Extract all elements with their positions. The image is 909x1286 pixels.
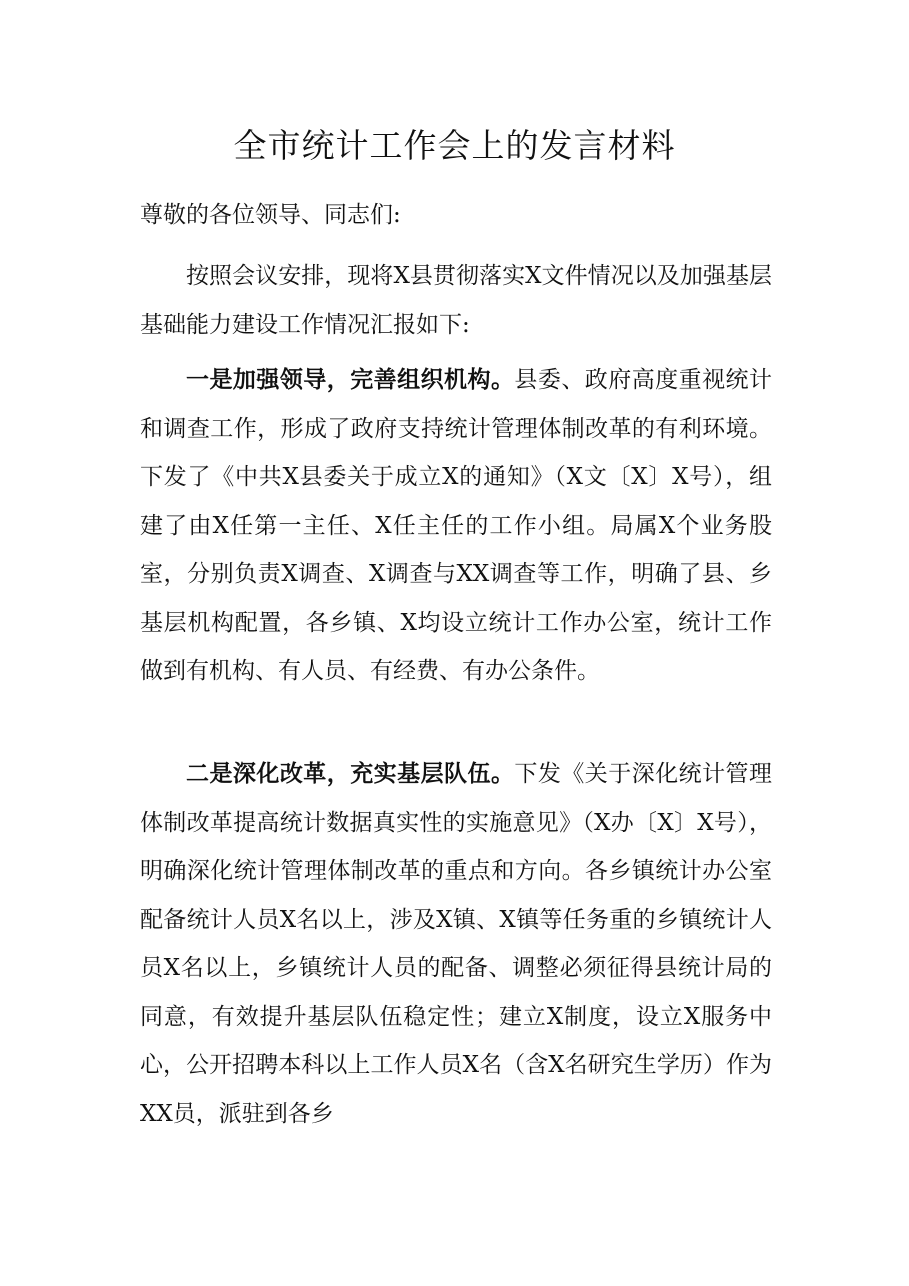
section-paragraph-2 [140,750,772,1138]
section-lead-1: 一是加强领导，完善组织机构。 [186,367,515,393]
section-paragraph-1 [140,356,772,696]
section-text-2: 下发《关于深化统计管理体制改革提高统计数据真实性的实施意见》（X办〔X〕X号），明确深化统计管理体制改革的重点和方向。各乡镇统计办公室配备统计人员X名以上，涉及X镇、X镇等任务重的乡镇统计人员X名以上，乡镇统计人员的配备、调整必须征得县统计局的同意，有效提升基层队伍稳定性；建立X制度，设立X服务中心，公开招聘本科以上工作人员X名（含X名研究生学历）作为XX员，派驻到各乡 [140,761,773,1127]
section-text-1: 县委、政府高度重视统计和调查工作，形成了政府支持统计管理体制改革的有利环境。下发了《中共X县委关于成立X的通知》（X文〔X〕X号），组建了由X任第一主任、X任主任的工作小组。局属X个业务股室，分别负责X调查、X调查与XX调查等工作，明确了县、乡基层机构配置，各乡镇、X均设立统计工作办公室，统计工作做到有机构、有人员、有经费、有办公条件。 [140,367,773,684]
intro-paragraph [140,252,772,349]
salutation: 尊敬的各位领导、同志们: [140,202,401,228]
section-lead-2: 二是深化改革，充实基层队伍。 [186,761,515,787]
document-title: 全市统计工作会上的发言材料 [233,126,676,165]
intro-text: 按照会议安排，现将X县贯彻落实X文件情况以及加强基层基础能力建设工作情况汇报如下: [140,263,772,338]
